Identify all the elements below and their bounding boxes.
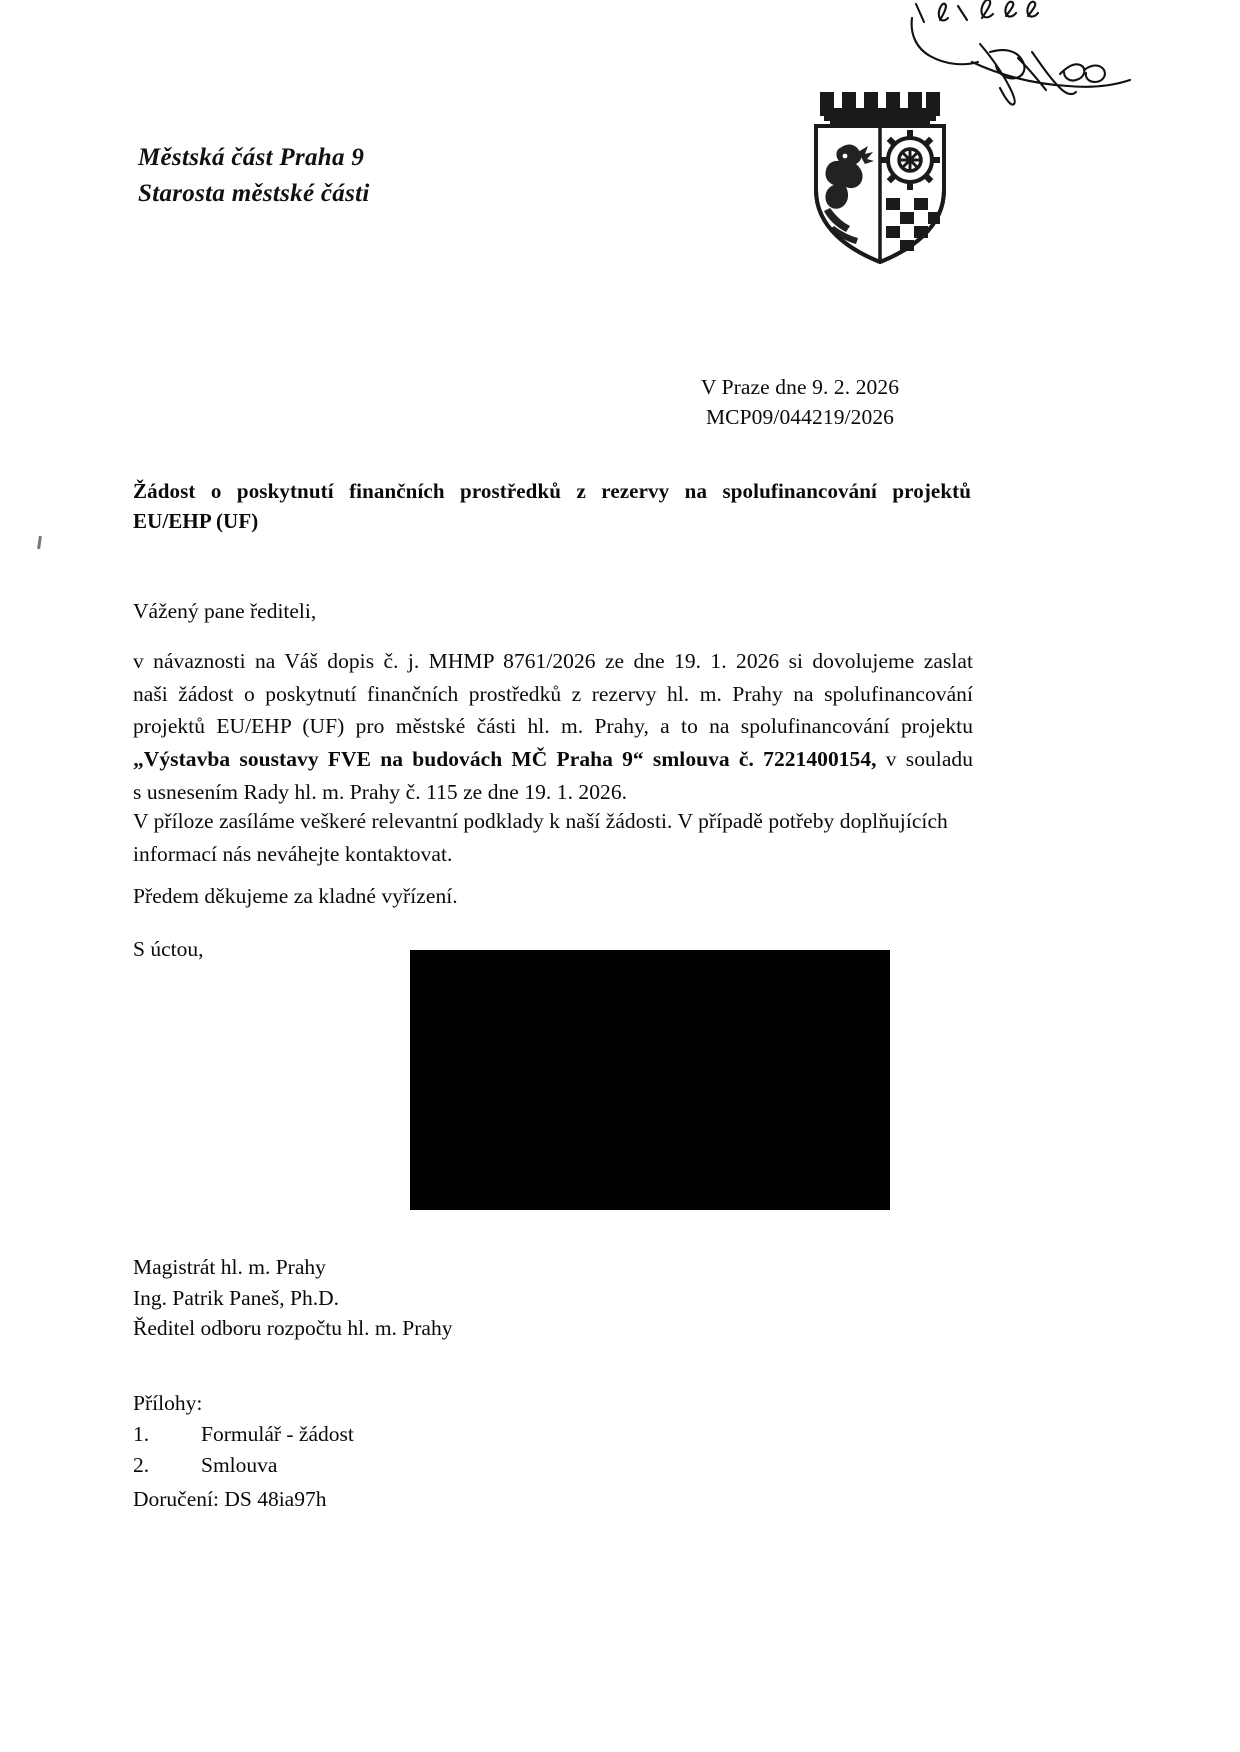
attachments-heading: Přílohy: — [133, 1391, 203, 1415]
delivery-line: Doručení: DS 48ia97h — [133, 1486, 327, 1511]
letterhead-line-2: Starosta městské části — [138, 179, 370, 207]
body-paragraph-2 — [133, 805, 973, 870]
redacted-signature-block — [410, 950, 890, 1210]
subject-line-2: EU/EHP (UF) — [133, 509, 259, 534]
paragraph-1-line-2: naši žádost o poskytnutí finančních prostředků z rezervy hl. m. Prahy na spolufinancování — [133, 681, 973, 706]
date-block — [600, 373, 1000, 432]
subject-line-1: Žádost o poskytnutí finančních prostředků z rezervy na spolufinancování projektů — [133, 479, 971, 503]
attachment-label: Formulář - žádost — [201, 1422, 354, 1447]
recipient-line-1: Magistrát hl. m. Prahy — [133, 1255, 326, 1279]
reference-number: MCP09/044219/2026 — [705, 404, 895, 429]
stray-ink-mark — [37, 536, 42, 549]
place-and-date: V Praze dne 9. 2. 2026 — [700, 375, 900, 399]
body-paragraph-3: Předem děkujeme za kladné vyřízení. — [133, 884, 458, 908]
body-paragraph-1 — [133, 645, 973, 808]
attachment-item — [133, 1450, 354, 1481]
paragraph-1-line-4-tail: v souladu — [876, 747, 974, 772]
paragraph-1-line-5: s usnesením Rady hl. m. Prahy č. 115 ze dne 19. 1. 2026. — [133, 779, 628, 804]
attachment-number: 2. — [133, 1453, 150, 1478]
letterhead — [138, 140, 370, 211]
subject-heading — [133, 476, 971, 537]
recipient-block — [133, 1252, 452, 1344]
paragraph-1-line-4 — [133, 743, 973, 776]
attachment-label: Smlouva — [201, 1453, 278, 1478]
paragraph-2-line-1: V příloze zasíláme veškeré relevantní podklady k naší žádosti. V případě potřeby doplňujících — [133, 809, 948, 833]
recipient-line-3: Ředitel odboru rozpočtu hl. m. Prahy — [133, 1316, 453, 1341]
coat-of-arms-icon — [800, 78, 960, 268]
attachments-block — [133, 1388, 354, 1515]
project-name-bold: „Výstavba soustavy FVE na budovách MČ Praha 9“ smlouva č. 7221400154, — [133, 747, 877, 772]
paragraph-1-line-3: projektů EU/EHP (UF) pro městské části hl. m. Prahy, a to na spolufinancování projektu — [133, 714, 973, 739]
attachment-number: 1. — [133, 1422, 150, 1447]
closing-phrase: S úctou, — [133, 937, 204, 961]
paragraph-2-line-2: informací nás neváhejte kontaktovat. — [133, 841, 453, 866]
recipient-line-2: Ing. Patrik Paneš, Ph.D. — [133, 1285, 340, 1310]
paragraph-1-line-1: v návaznosti na Váš dopis č. j. MHMP 8761/2026 ze dne 19. 1. 2026 si dovolujeme zaslat — [133, 649, 973, 673]
letterhead-line-1: Městská část Praha 9 — [138, 144, 365, 171]
salutation: Vážený pane řediteli, — [133, 599, 317, 623]
attachment-item — [133, 1419, 354, 1450]
